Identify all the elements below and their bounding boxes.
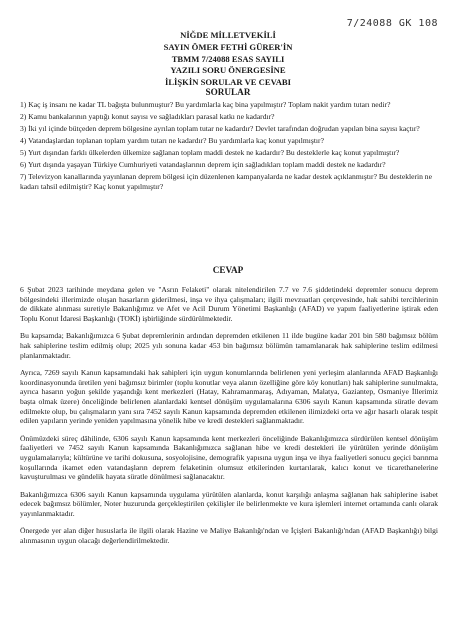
answer-paragraph: Bakanlığımızca 6306 sayılı Kanun kapsamında uygulama yürütülen alanlarda, konut karşılığı anlaşma sağlanan hak sahiplerine isabet edecek bağımsız bölümler, Noter huzurunda gerçekleştirilen çekilişler ile belirlenmekte ve kura işlemleri internet ortamında canlı olarak yayınlanmaktadır. bbox=[20, 489, 438, 518]
document-header bbox=[60, 30, 396, 89]
answer-title: CEVAP bbox=[212, 265, 244, 275]
header-line: YAZILI SORU ÖNERGESİNE bbox=[170, 65, 286, 76]
answer-paragraph: Bu kapsamda; Bakanlığımızca 6 Şubat depremlerinin ardından depremden etkilenen 11 ilde bugüne kadar 201 bin 580 bağımsız bölüm hak sahiplerine teslim edilmiş olup; 2025 yılı sonuna kadar 453 bin bağımsız bölümün tamamlanarak hak sahiplerine teslim edilmesi planlanmaktadır. bbox=[20, 331, 438, 360]
header-line: SAYIN ÖMER FETHİ GÜRER'İN bbox=[163, 41, 293, 52]
header-line: TBMM 7/24088 ESAS SAYILI bbox=[171, 53, 285, 64]
question-item: 3) İki yıl içinde bütçeden deprem bölgesine ayrılan toplam tutar ne kadardır? Devlet tarafından doğrudan yapılan bina sayısı kaçtır? bbox=[20, 123, 420, 133]
question-item: 2) Kamu bankalarının yaptığı konut sayısı ve sağladıkları parasal katkı ne kadardır? bbox=[20, 111, 275, 121]
question-item: 4) Vatandaşlardan toplanan toplam yardım tutarı ne kadardır? Bu yardımlarla kaç konut yapılmıştır? bbox=[20, 135, 324, 145]
questions-title: SORULAR bbox=[205, 87, 251, 97]
question-item: 6) Yurt dışında yaşayan Türkiye Cumhuriyeti vatandaşlarının deprem için sağladıkları toplam maddi destek ne kadardır? bbox=[20, 159, 386, 169]
header-line: NİĞDE MİLLETVEKİLİ bbox=[180, 30, 276, 40]
answer-paragraph: 6 Şubat 2023 tarihinde meydana gelen ve "Asrın Felaketi" olarak nitelendirilen 7.7 ve 7.6 şiddetindeki depremler sonucu deprem bölgesindeki illerimizde oluşan hasarların giderilmesi, inşa ve ihya çalışmaları; ilgili mevzuatları çerçevesinde, hak sahibi tercihlerinin de dikkate alınması suretiyle Bakanlığımız ve Afet ve Acil Durum Yönetimi Başkanlığı (AFAD) ve yapım faaliyetlerine iştirak eden Toplu Konut İdaresi Başkanlığı (TOKİ) işbirliğinde sürdürülmektedir. bbox=[20, 285, 438, 323]
questions-list bbox=[20, 100, 438, 193]
question-item: 1) Kaç iş insanı ne kadar TL bağışta bulunmuştur? Bu yardımlarla kaç bina yapılmıştır? Toplam nakit yardım tutarı nedir? bbox=[20, 100, 391, 109]
answer-body bbox=[20, 285, 438, 554]
header-line: İLİŞKİN SORULAR VE CEVABI bbox=[164, 77, 291, 88]
question-item: 7) Televizyon kanallarında yayınlanan deprem bölgesi için düzenlenen kampanyalarda ne kadar destek açıklanmıştır? Bu desteklerin ne kadarı tahsil edilmiştir? Kaç konut yapılmıştır? bbox=[20, 171, 432, 191]
question-item: 5) Yurt dışından farklı ülkelerden ülkemize sağlanan toplam maddi destek ne kadardır? Bu desteklerle kaç konut yapılmıştır? bbox=[20, 147, 400, 157]
handwritten-reference: 7/24088 GK 108 bbox=[346, 18, 438, 29]
answer-paragraph: Ayrıca, 7269 sayılı Kanun kapsamındaki hak sahipleri için uygun konumlarında belirlenen yeni yerleşim alanlarında AFAD Başkanlığı koordinasyonunda üretilen yeni bağımsız birimler (toplu konutlar veya alanın özelliğine göre köy konutları) hak sahiplerine sunulmakta, ayrıca hasarın yoğun şekilde yaşandığı kent merkezleri (Hatay, Kahramanmaraş, Adıyaman, Malatya, Gaziantep, Osmaniye İllerimiz başta olmak üzere) önceliğinde belirlenen alanlardaki kentsel dönüşüm uygulamalarına 6306 sayılı Kanun kapsamında süratle devam edilmekte olup, bu çalışmaların yanı sıra 7452 sayılı Kanun kapsamında depremden etkilenen ilimizdeki orta ve ağır hasarlı olarak tespit edilen yapıların yerinde yeniden yapılmasına yönelik hibe ve kredi destekleri sağlanmaktadır. bbox=[20, 368, 438, 426]
answer-paragraph: Önergede yer alan diğer hususlarla ile ilgili olarak Hazine ve Maliye Bakanlığı'ndan ve İçişleri Bakanlığı'ndan (AFAD Başkanlığı) bilgi alınmasının uygun olacağı değerlendirilmektedir. bbox=[20, 526, 438, 546]
answer-paragraph: Önümüzdeki süreç dâhilinde, 6306 sayılı Kanun kapsamında kent merkezleri önceliğinde Bakanlığımızca sürdürülen kentsel dönüşüm faaliyetleri ve 7452 sayılı Kanun kapsamında Bakanlığımızca sağlanan hibe ve kredi destekleri ile yürütülen yerinde dönüşüm uygulamalarıyla; kültürüne ve tarihi dokusuna, sosyolojisine, demografik yapısına uygun inşa ve ihya faaliyetleri sonucu geçici barınma koşullarında ikamet eden vatandaşların deprem felaketinin olumsuz etkilerinden kurtarılarak, kalıcı konut ve ticarethanelerine kavuşturulması ve gündelik hayata süratle dönülmesi sağlanacaktır. bbox=[20, 433, 438, 482]
